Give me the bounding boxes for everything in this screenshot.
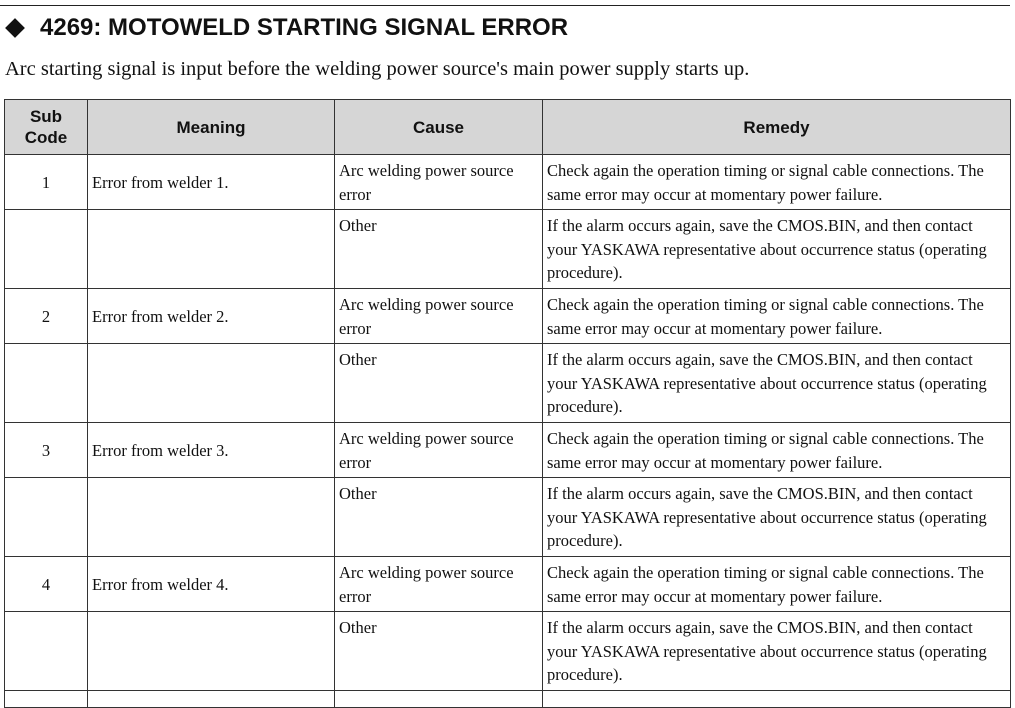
sub-code-cell-empty — [5, 691, 88, 708]
meaning-cell: Error from welder 3. — [88, 423, 335, 478]
meaning-cell-empty — [88, 612, 335, 691]
table-row — [5, 344, 1011, 423]
table-row — [5, 612, 1011, 691]
meaning-cell: Error from welder 1. — [88, 155, 335, 210]
table-row — [5, 423, 1011, 478]
table-row — [5, 289, 1011, 344]
cause-cell: Other — [335, 344, 543, 423]
diamond-bullet-icon — [5, 18, 25, 38]
sub-code-cell-empty — [5, 612, 88, 691]
sub-code-cell-empty — [5, 478, 88, 557]
meaning-cell-empty — [88, 478, 335, 557]
remedy-cell: Check again the operation timing or signal cable connections. The same error may occur at momentary power failure. — [543, 155, 1011, 210]
sub-code-cell: 4 — [5, 557, 88, 612]
alarm-heading — [3, 10, 568, 46]
cause-cell: Other — [335, 210, 543, 289]
sub-code-cell: 2 — [5, 289, 88, 344]
sub-code-cell: 1 — [5, 155, 88, 210]
header-sub-code-label: Sub Code — [24, 107, 68, 147]
cause-cell: Arc welding power source error — [335, 155, 543, 210]
meaning-cell: Error from welder 4. — [88, 557, 335, 612]
table-row — [5, 210, 1011, 289]
remedy-cell: Check again the operation timing or signal cable connections. The same error may occur at momentary power failure. — [543, 557, 1011, 612]
header-remedy: Remedy — [543, 100, 1011, 155]
top-rule — [0, 5, 1010, 6]
table-header-row — [5, 100, 1011, 155]
meaning-cell-empty — [88, 344, 335, 423]
alarm-description: Arc starting signal is input before the welding power source's main power supply starts up. — [5, 58, 750, 80]
cause-cell-empty — [335, 691, 543, 708]
cause-cell: Other — [335, 478, 543, 557]
alarm-title: 4269: MOTOWELD STARTING SIGNAL ERROR — [40, 14, 569, 41]
table-row — [5, 155, 1011, 210]
cause-cell: Arc welding power source error — [335, 557, 543, 612]
sub-code-cell: 3 — [5, 423, 88, 478]
remedy-cell: If the alarm occurs again, save the CMOS.BIN, and then contact your YASKAWA representative about occurrence status (operating procedure). — [543, 344, 1011, 423]
cause-cell: Arc welding power source error — [335, 289, 543, 344]
remedy-cell: If the alarm occurs again, save the CMOS.BIN, and then contact your YASKAWA representative about occurrence status (operating procedure). — [543, 210, 1011, 289]
sub-code-cell-empty — [5, 344, 88, 423]
table-row — [5, 478, 1011, 557]
header-sub-code — [5, 100, 88, 155]
remedy-cell-empty — [543, 691, 1011, 708]
header-meaning: Meaning — [88, 100, 335, 155]
remedy-cell: Check again the operation timing or signal cable connections. The same error may occur at momentary power failure. — [543, 423, 1011, 478]
table-row-partial — [5, 691, 1011, 708]
cause-cell: Other — [335, 612, 543, 691]
table-row — [5, 557, 1011, 612]
remedy-cell: If the alarm occurs again, save the CMOS.BIN, and then contact your YASKAWA representative about occurrence status (operating procedure). — [543, 612, 1011, 691]
remedy-cell: Check again the operation timing or signal cable connections. The same error may occur at momentary power failure. — [543, 289, 1011, 344]
meaning-cell: Error from welder 2. — [88, 289, 335, 344]
meaning-cell-empty — [88, 691, 335, 708]
header-cause: Cause — [335, 100, 543, 155]
alarm-table — [4, 99, 1011, 708]
meaning-cell-empty — [88, 210, 335, 289]
cause-cell: Arc welding power source error — [335, 423, 543, 478]
remedy-cell: If the alarm occurs again, save the CMOS.BIN, and then contact your YASKAWA representative about occurrence status (operating procedure). — [543, 478, 1011, 557]
sub-code-cell-empty — [5, 210, 88, 289]
